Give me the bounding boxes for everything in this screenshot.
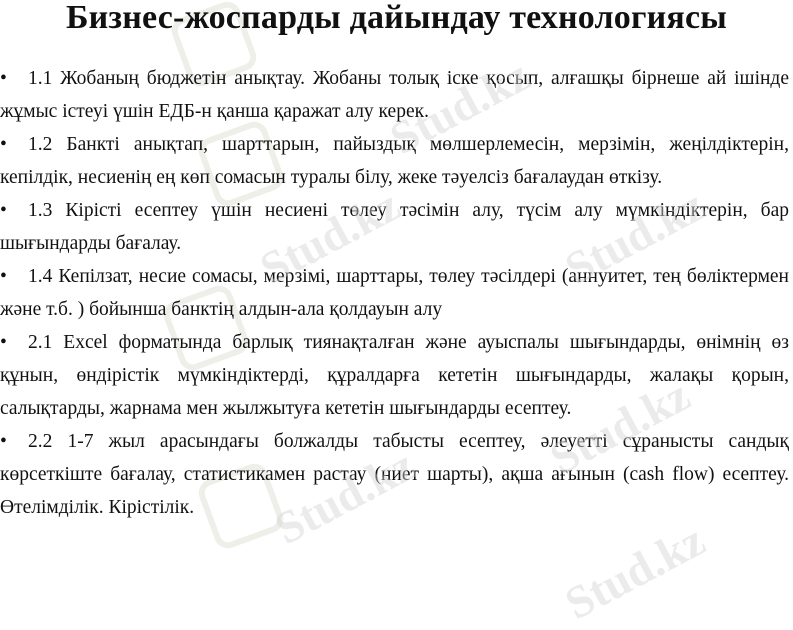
watermark-text: Stud.kz (556, 513, 713, 630)
bullet-marker: • (0, 266, 7, 287)
bullet-marker: • (0, 332, 7, 353)
watermark-text: Stud.kz (541, 368, 698, 485)
bullet-text: 1.4 Кепілзат, несие сомасы, мерзімі, шарттары, төлеу тәсілдері (аннуитет, тең бөліктермен және т.б. ) бойынша банктің алдын-ала қолдауын алу (0, 266, 789, 320)
bullet-text: 2.2 1-7 жыл арасындағы болжалды табысты есептеу, әлеуетті сұранысты сандық көрсеткіште бағалау, статистикамен растау (ниет шарты), ақша ағынын (cash flow) есептеу. Өтелімділік. Кірістілік. (0, 431, 789, 518)
bullet-list (0, 62, 793, 524)
bullet-marker: • (0, 200, 7, 221)
bullet-item (0, 260, 789, 326)
slide-title: Бизнес-жоспарды дайындау технологиясы (65, 0, 728, 36)
bullet-text: 2.1 Excel форматында барлық тиянақталған және ауыспалы шығындарды, өнімнің өз құнын, өндірістік мүмкіндіктерді, құралдарға кететін шығындарды, жалақы қорын, салықтарды, жарнама мен жылжытуға кететін шығындарды есептеу. (0, 332, 789, 419)
bullet-text: 1.1 Жобаның бюджетін анықтау. Жобаны толық іске қосып, алғашқы бірнеше ай ішінде жұмыс істеуі үшін ЕДБ-н қанша қаражат алу керек. (0, 68, 789, 122)
watermark-text: Stud.kz (381, 48, 538, 165)
bullet-item (0, 62, 789, 128)
bullet-item (0, 425, 789, 524)
bullet-marker: • (0, 431, 7, 452)
watermark-text: Stud.kz (251, 178, 408, 295)
bullet-item (0, 326, 789, 425)
bullet-text: 1.2 Банкті анықтап, шарттарын, пайыздық мөлшерлемесін, мерзімін, жеңілдіктерін, кепілдік, несиенің ең көп сомасын туралы білу, жеке тәуелсіз бағалаудан өткізу. (0, 134, 789, 188)
watermark-text: Stud.kz (266, 438, 423, 555)
bullet-marker: • (0, 134, 7, 155)
watermark-text: Stud.kz (556, 178, 713, 295)
bullet-item (0, 128, 789, 194)
bullet-text: 1.3 Кірісті есептеу үшін несиені төлеу тәсімін алу, түсім алу мүмкіндіктерін, бар шығындарды бағалау. (0, 200, 789, 254)
bullet-marker: • (0, 68, 7, 89)
bullet-item (0, 194, 789, 260)
